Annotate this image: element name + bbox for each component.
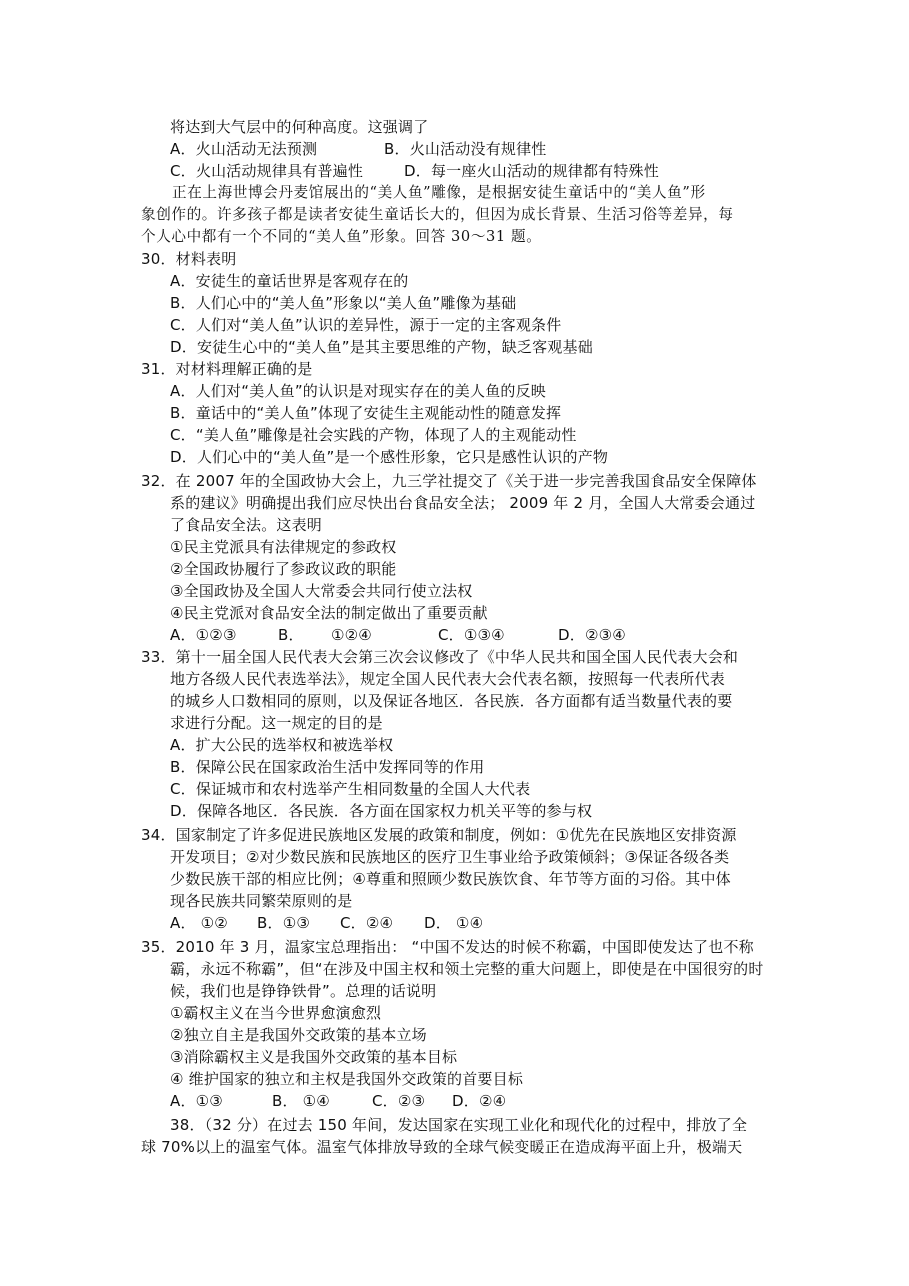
q35-option-a: A．①③ (170, 1092, 223, 1110)
q32-statement-3: ③全国政协及全国人大常委会共同行使立法权 (170, 582, 473, 600)
q33-stem-line-2: 地方各级人民代表选举法》，规定全国人民代表大会代表名额，按照每一代表所代表 (170, 670, 725, 688)
q38-line-2: 球 70%以上的温室气体。温室气体排放导致的全球气候变暖正在造成海平面上升，极端天 (141, 1138, 743, 1156)
q33-stem-line-3: 的城乡人口数相同的原则，以及保证各地区．各民族．各方面都有适当数量代表的要 (170, 692, 733, 710)
q35-stem-line-1: 35．2010 年 3 月，温家宝总理指出： “中国不发达的时候不称霸，中国即使发达了也不称 (141, 938, 754, 956)
material-line-2: 象创作的。许多孩子都是读者安徒生童话长大的，但因为成长背景、生活习俗等差异，每 (141, 206, 734, 223)
q35-option-d: D．②④ (452, 1092, 507, 1110)
q31-option-c: C．“美人鱼”雕像是社会实践的产物，体现了人的主观能动性 (170, 426, 577, 444)
q32-option-c: C．①③④ (438, 626, 505, 644)
q33-option-a: A．扩大公民的选举权和被选举权 (170, 736, 394, 754)
q33-option-b: B．保障公民在国家政治生活中发挥同等的作用 (170, 758, 485, 776)
material-line-1: 正在上海世博会丹麦馆展出的“美人鱼”雕像，是根据安徒生童话中的“美人鱼”形 (172, 184, 706, 201)
q32-stem-line-3: 了食品安全法。这表明 (170, 516, 323, 534)
q35-statement-1: ①霸权主义在当今世界愈演愈烈 (170, 1004, 382, 1022)
q29-option-c: C．火山活动规律具有普遍性 (170, 162, 364, 180)
q31-option-d: D．人们心中的“美人鱼”是一个感性形象，它只是感性认识的产物 (170, 448, 609, 466)
q32-option-b-text: ①②④ (331, 626, 372, 644)
q32-option-b: B． (278, 626, 304, 644)
q30-option-c: C．人们对“美人鱼”认识的差异性，源于一定的主客观条件 (170, 316, 562, 334)
q33-option-d: D．保障各地区．各民族．各方面在国家权力机关平等的参与权 (170, 802, 593, 820)
q35-statement-4: ④ 维护国家的独立和主权是我国外交政策的首要目标 (170, 1070, 524, 1088)
q34-option-b: B．①③ (257, 914, 310, 932)
q31-option-a: A．人们对“美人鱼”的认识是对现实存在的美人鱼的反映 (170, 382, 547, 400)
q31-option-b: B．童话中的“美人鱼”体现了安徒生主观能动性的随意发挥 (170, 404, 562, 422)
q35-statement-3: ③消除霸权主义是我国外交政策的基本目标 (170, 1048, 458, 1066)
q32-stem-line-1: 32．在 2007 年的全国政协大会上，九三学社提交了《关于进一步完善我国食品安全保障体 (141, 472, 757, 490)
q30-option-d: D．安徒生心中的“美人鱼”是其主要思维的产物，缺乏客观基础 (170, 338, 593, 356)
q30-option-b: B．人们心中的“美人鱼”形象以“美人鱼”雕像为基础 (170, 294, 517, 312)
q38-line-1: 38．（32 分）在过去 150 年间，发达国家在实现工业化和现代化的过程中，排放了全 (170, 1116, 748, 1134)
q32-option-a: A．①②③ (170, 626, 237, 644)
q33-stem-line-1: 33．第十一届全国人民代表大会第三次会议修改了《中华人民共和国全国人民代表大会和 (141, 648, 739, 666)
q33-option-c: C．保证城市和农村选举产生相同数量的全国人大代表 (170, 780, 531, 798)
q34-stem-line-4: 现各民族共同繁荣原则的是 (170, 892, 353, 910)
material-line-3: 个人心中都有一个不同的“美人鱼”形象。回答 30～31 题。 (141, 228, 542, 245)
q32-statement-4: ④民主党派对食品安全法的制定做出了重要贡献 (170, 604, 488, 622)
q29-option-d: D．每一座火山活动的规律都有特殊性 (404, 162, 659, 180)
q34-stem-line-2: 开发项目；②对少数民族和民族地区的医疗卫生事业给予政策倾斜；③保证各级各类 (170, 848, 730, 866)
q32-statement-1: ①民主党派具有法律规定的参政权 (170, 538, 397, 556)
q34-stem-line-1: 34．国家制定了许多促进民族地区发展的政策和制度，例如：①优先在民族地区安排资源 (141, 826, 737, 844)
q30-option-a: A．安徒生的童话世界是客观存在的 (170, 272, 409, 290)
q32-statement-2: ②全国政协履行了参政议政的职能 (170, 560, 397, 578)
q33-stem-line-4: 求进行分配。这一规定的目的是 (170, 714, 383, 732)
q29-option-b: B．火山活动没有规律性 (384, 140, 547, 158)
q29-stem-tail: 将达到大气层中的何种高度。这强调了 (170, 118, 429, 136)
q32-stem-line-2: 系的建议》明确提出我们应尽快出台食品安全法； 2009 年 2 月，全国人大常委会通过 (170, 494, 756, 512)
q30-stem: 30．材料表明 (141, 250, 237, 268)
q34-option-c: C．②④ (340, 914, 394, 932)
q34-option-d: D． ①④ (424, 914, 484, 932)
q35-option-b: B． ①④ (272, 1092, 330, 1110)
q35-stem-line-3: 候，我们也是铮铮铁骨”。总理的话说明 (170, 982, 437, 1000)
q32-option-d: D．②③④ (558, 626, 626, 644)
q35-statement-2: ②独立自主是我国外交政策的基本立场 (170, 1026, 427, 1044)
q35-option-c: C．②③ (372, 1092, 426, 1110)
q34-option-a: A． ①② (170, 914, 228, 932)
q35-stem-line-2: 霸，永远不称霸”，但“在涉及中国主权和领土完整的重大问题上，即使是在中国很穷的时 (170, 960, 764, 978)
q31-stem: 31．对材料理解正确的是 (141, 360, 313, 378)
q34-stem-line-3: 少数民族干部的相应比例；④尊重和照顾少数民族饮食、年节等方面的习俗。其中体 (170, 870, 731, 888)
q29-option-a: A．火山活动无法预测 (170, 140, 318, 158)
